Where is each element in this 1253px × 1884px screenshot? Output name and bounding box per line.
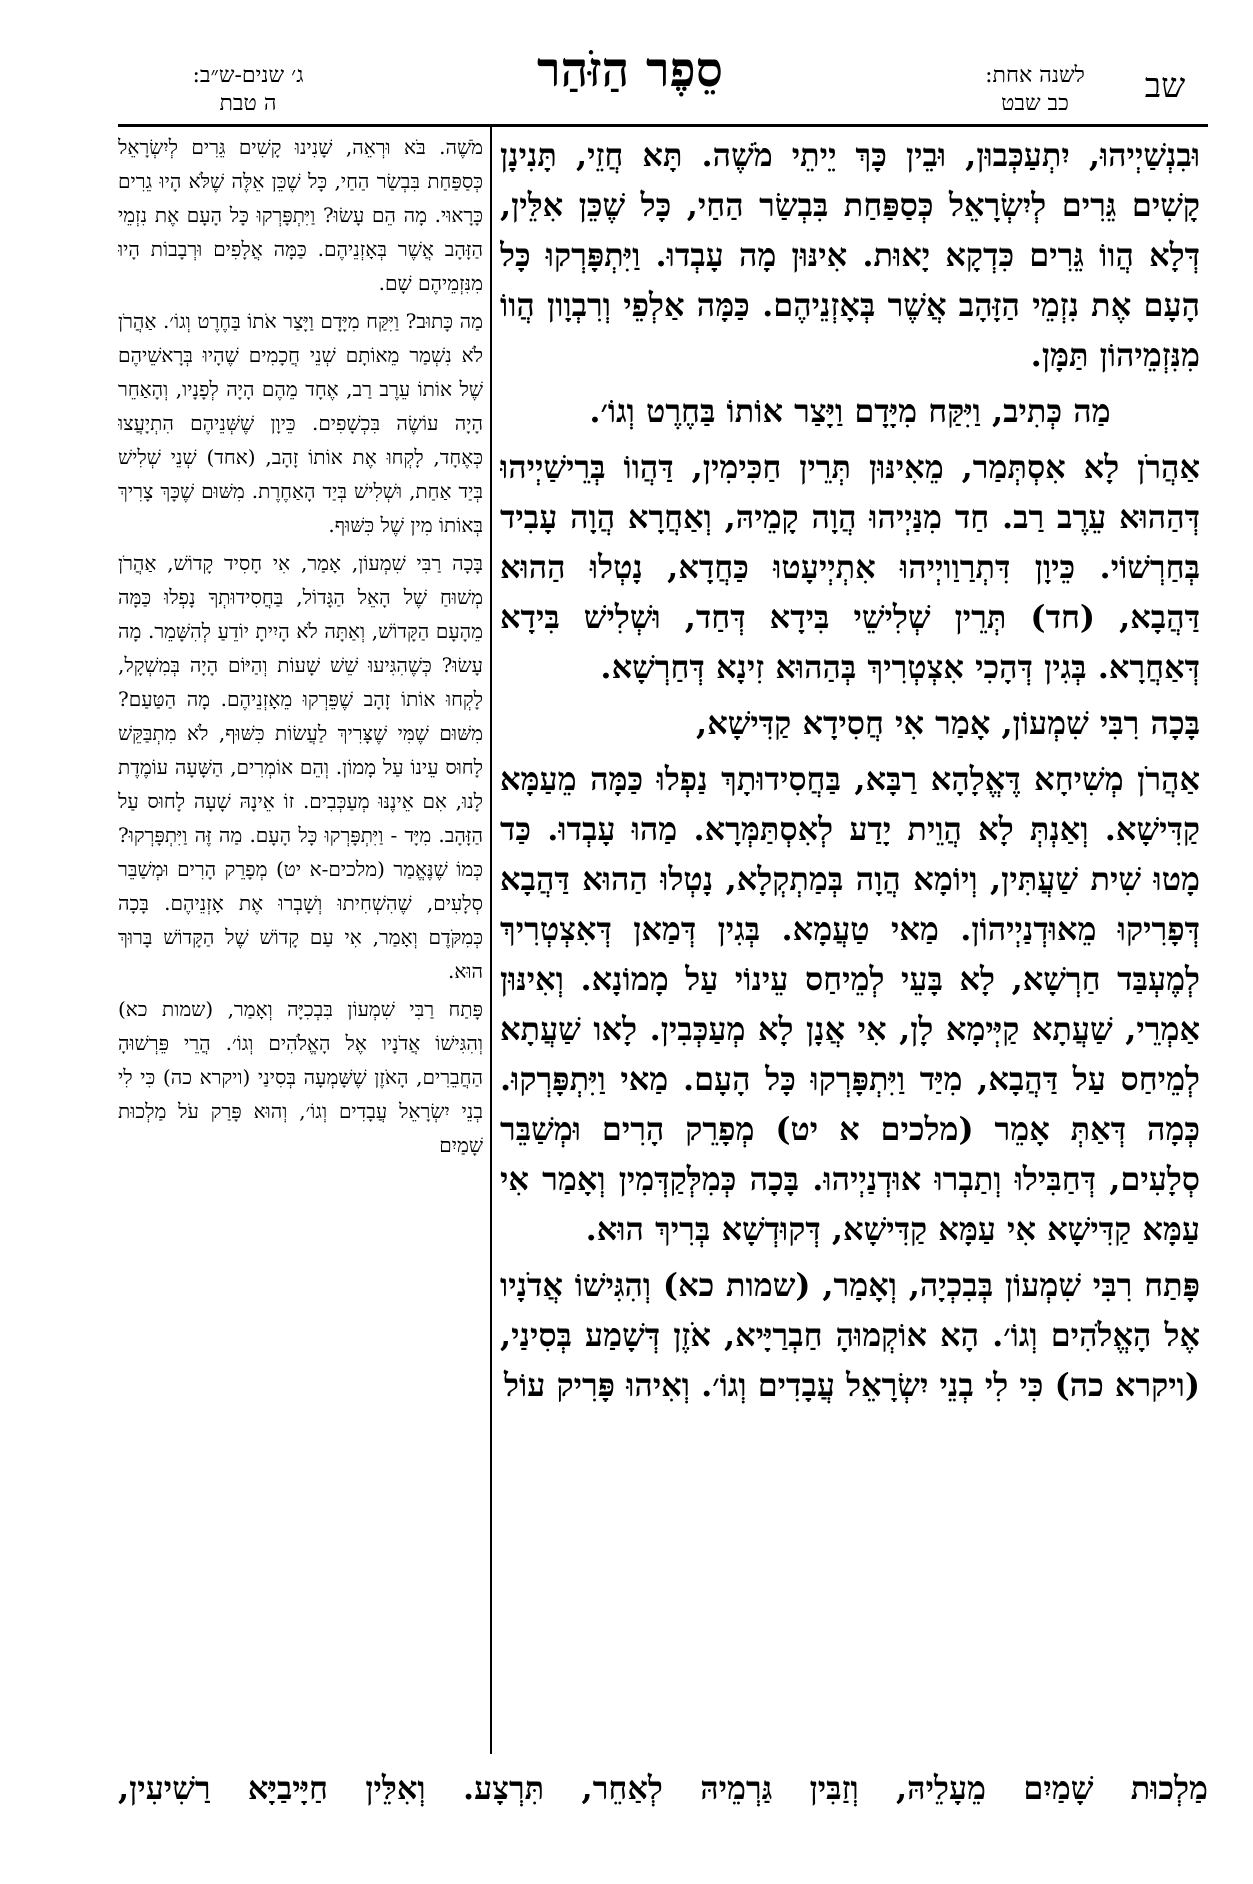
cycle-label: ג׳ שנים-ש״ב: xyxy=(192,63,304,88)
book-title: סֵפֶר הַזֹּהַר xyxy=(537,42,723,98)
column-divider xyxy=(490,124,492,1754)
main-paragraph: בָּכָה רִבִּי שִׁמְעוֹן, אָמַר אִי חֲסִידָא קַדִּישָׁא, xyxy=(696,704,1200,742)
header-rule xyxy=(118,124,1208,127)
schedule-date: כב שבט xyxy=(1001,91,1069,116)
cycle-schedule xyxy=(118,62,378,118)
main-paragraph: וּבִנְשַׁיְיהוּ, יִתְעַכְּבוּן, וּבֵין כָּךְ יֵיתֵי מֹשֶׁה. תָּא חֲזֵי, תָּנִינָן קָשִׁים גֵּרִים לְיִשְׂרָאֵל כְּסַפַּחַת בִּבְשַׂר הַחַי, כָּל שֶׁכֵּן אִלֵּין, דְּלָא הֲווֹ גֵּרִים כִּדְקָא יָאוּת. אִינּוּן מָה עָבְדוּ. וַיִּתְפָּרְקוּ כָּל הָעָם אֶת נִזְמֵי הַזָּהָב אֲשֶׁר בְּאָזְנֵיהֶם. כַּמָּה אַלְפֵי וְרִבְוָון הֲווֹ מִנִּזְמֵיהוֹן תַּמָּן. xyxy=(500,136,1200,374)
schedule-label: לשנה אחת: xyxy=(985,63,1085,88)
page-number: שב xyxy=(1144,66,1186,106)
main-paragraph: אַהֲרֹן מְשִׁיחָא דֶּאֱלָהָא רַבָּא, בַּחֲסִידוּתָךְ נַפְלוּ כַּמָּה מֵעַמָּא קַדִּישָׁא. וְאַנְתְּ לָא הֲוֵית יָדַע לְאִסְתַּמְּרָא. מַהוּ עָבְדוּ. כַּד מָטוּ שִׁית שַׁעֲתִּין, וְיוֹמָא הֲוָה בְּמַתְקְלָא, נָטְלוּ הַהוּא דַּהֲבָא דְּפָרִיקוּ מֵאוּדְנַיְיהוֹן. מַאי טַעֲמָא. בְּגִין דְּמַאן דְּאִצְטְרִיךְ לְמֶעְבַּד חַרְשָׁא, לָא בָּעֵי לְמֵיחַס עֵינוֹי עַל מָמוֹנָא. וְאִינּוּן אַמְרֵי, שַׁעֲתָא קַיְּימָא לָן, אִי אֲנָן לָא מְעַכְּבִין. לָאו שַׁעֲתָא לְמֵיחַס עַל דַּהֲבָא, מִיַּד וַיִּתְפָּרְקוּ כָּל הָעָם. מַאי וַיִּתְפָּרְקוּ. כְּמָה דְּאַתְּ אָמֵר (מלכים א יט) מְפָרֵק הָרִים וּמְשַׁבֵּר סְלָעִים, דְּחַבִּילוּ וְתַבְרוּ אוּדְנַיְיהוּ. בָּכָה כְּמִלְּקַדְּמִין וְאָמַר אִי עַמָּא קַדִּישָׁא אִי עַמָּא קַדִּישָׁא, דְּקוּדְשָׁא בְּרִיךְ הוּא. xyxy=(500,760,1200,1248)
cycle-date: ה טבת xyxy=(219,91,277,116)
daily-schedule xyxy=(950,62,1120,118)
side-paragraph: מַה כָּתוּב? וַיִּקַּח מִיָּדָם וַיָּצַר אֹתוֹ בַּחֶרֶט וְגוֹ׳. אַהֲרֹן לֹא נִשְׁמַר מֵאוֹתָם שְׁנֵי חֲכָמִים שֶׁהָיוּ בְּרָאשֵׁיהֶם שֶׁל אוֹתוֹ עֵרֶב רַב, אֶחָד מֵהֶם הָיָה לְפָנָיו, וְהָאַחֵר הָיָה עוֹשֶׂה בִּכְשָׁפִים. כֵּיוָן שֶׁשְּׁנֵיהֶם הִתְיָעֲצוּ כְּאֶחָד, לָקְחוּ אֶת אוֹתוֹ זָהָב, (אחד) שְׁנֵי שְׁלִישׁ בְּיַד אַחַת, וּשְׁלִישׁ בְּיַד הָאַחֶרֶת. מִשּׁוּם שֶׁכָּךְ צָרִיךְ בְּאוֹתוֹ מִין שֶׁל כִּשּׁוּף. xyxy=(118,309,483,537)
side-paragraph: פָּתַח רַבִּי שִׁמְעוֹן בִּבְכִיָּה וְאָמַר, (שמות כא) וְהִגִּישׁוֹ אֲדֹנָיו אֶל הָאֱלֹהִים וְגוֹ׳. הֲרֵי פֵּרְשׁוּהָ הַחֲבֵרִים, הָאֹזֶן שֶׁשָּׁמְעָה בְּסִינַי (ויקרא כה) כִּי לִי בְנֵי יִשְׂרָאֵל עֲבָדִים וְגוֹ׳, וְהוּא פָּרַק עֹל מַלְכוּת שָׁמַיִם xyxy=(118,997,483,1157)
bottom-full-width-line: מַלְכוּת שָׁמַיִם מֵעָלֵיהּ, וְזַבִּין גַּרְמֵיהּ לְאַחֵר, תִּרְצָע. וְאִלֵּין חַיָּיבַיָּא רַשִׁיעִין, xyxy=(118,1769,1208,1807)
main-paragraph: אַהֲרֹן לָא אִסְתְּמַר, מֵאִינּוּן תְּרֵין חַכִּימִין, דַּהֲווֹ בְּרֵישַׁיְיהוּ דְּהַהוּא עֵרֶב רַב. חַד מִנַּיְיהוּ הֲוָה קָמֵיהּ, וְאַחֲרָא הֲוָה עָבִיד בְּחַרְשׁוֹי. כֵּיוָן דִּתְרַוַויְיהוּ אִתְיְיעָטוּ כַּחֲדָא, נָטְלוּ הַהוּא דַּהֲבָא, (חד) תְּרֵין שְׁלִישֵׁי בִּידָא דְּחַד, וּשְׁלִישׁ בִּידָא דְּאַחֲרָא. בְּגִין דְּהָכִי אִצְטְרִיךְ בְּהַהוּא זִינָא דְּחַרְשָׁא. xyxy=(500,448,1200,686)
side-paragraph: בָּכָה רַבִּי שִׁמְעוֹן, אָמַר, אִי חָסִיד קָדוֹשׁ, אַהֲרֹן מְשׁוּחַ שֶׁל הָאֵל הַגָּדוֹל, בַּחֲסִידוּתְךָ נָפְלוּ כַּמָּה מֵהָעָם הַקָּדוֹשׁ, וְאַתָּה לֹא הָיִיתָ יוֹדֵעַ לְהִשָּׁמֵר. מָה עָשׂוּ? כְּשֶׁהִגִּיעוּ שֵׁשׁ שָׁעוֹת וְהַיּוֹם הָיָה בְּמִשְׁקָל, לָקְחוּ אוֹתוֹ זָהָב שֶׁפֵּרְקוּ מֵאָזְנֵיהֶם. מָה הַטַּעַם? מִשּׁוּם שֶׁמִּי שֶׁצָּרִיךְ לַעֲשׂוֹת כִּשּׁוּף, לֹא מִתְבַּקֵּשׁ לָחוּס עֵינוֹ עַל מָמוֹן. וְהֵם אוֹמְרִים, הַשָּׁעָה עוֹמֶדֶת לָנוּ, אִם אֵינֶנּוּ מְעַכְּבִים. זוֹ אֵינָהּ שָׁעָה לָחוּס עַל הַזָּהָב. מִיָּד - וַיִּתְפָּרְקוּ כָּל הָעָם. מַה זֶּה וַיִּתְפָּרְקוּ? כְּמוֹ שֶׁנֶּאֱמַר (מלכים-א יט) מְפָרֵק הָרִים וּמְשַׁבֵּר סְלָעִים, שֶׁהִשְׁחִיתוּ וְשָׁבְרוּ אֶת אָזְנֵיהֶם. בָּכָה כְּמִקֹּדֶם וְאָמַר, אִי עַם קָדוֹשׁ שֶׁל הַקָּדוֹשׁ בָּרוּךְ הוּא. xyxy=(118,551,483,983)
main-paragraph: פָּתַח רִבִּי שִׁמְעוֹן בְּבִכְיָה, וְאָמַר, (שמות כא) וְהִגִּישׁוֹ אֲדֹנָיו אֶל הָאֱלֹהִים וְגוֹ׳. הָא אוֹקְמוּהָ חַבְרַיָּיא, אֹזֶן דְּשָׁמַע בְּסִינַי, (ויקרא כה) כִּי לִי בְנֵי יִשְׂרָאֵל עֲבָדִים וְגוֹ׳. וְאִיהוּ פָּרִיק עוֹל xyxy=(500,1266,1200,1404)
aramaic-main-column xyxy=(500,130,1200,1750)
hebrew-translation-column xyxy=(118,130,483,1750)
main-paragraph: מַה כְּתִיב, וַיִּקַּח מִיָּדָם וַיָּצַר אוֹתוֹ בַּחֶרֶט וְגוֹ׳. xyxy=(589,392,1111,430)
side-paragraph: מֹשֶׁה. בֹּא וּרְאֵה, שָׁנִינוּ קָשִׁים גֵּרִים לְיִשְׂרָאֵל כְּסַפַּחַת בִּבְשַׂר הַחַי, כָּל שֶׁכֵּן אֵלֶּה שֶׁלֹּא הָיוּ גֵרִים כָּרָאוּי. מָה הֵם עָשׂוּ? וַיִּתְפָּרְקוּ כָּל הָעָם אֶת נִזְמֵי הַזָּהָב אֲשֶׁר בְּאָזְנֵיהֶם. כַּמָּה אֲלָפִים וּרְבָבוֹת הָיוּ מִנִּזְמֵיהֶם שָׁם. xyxy=(118,135,483,295)
